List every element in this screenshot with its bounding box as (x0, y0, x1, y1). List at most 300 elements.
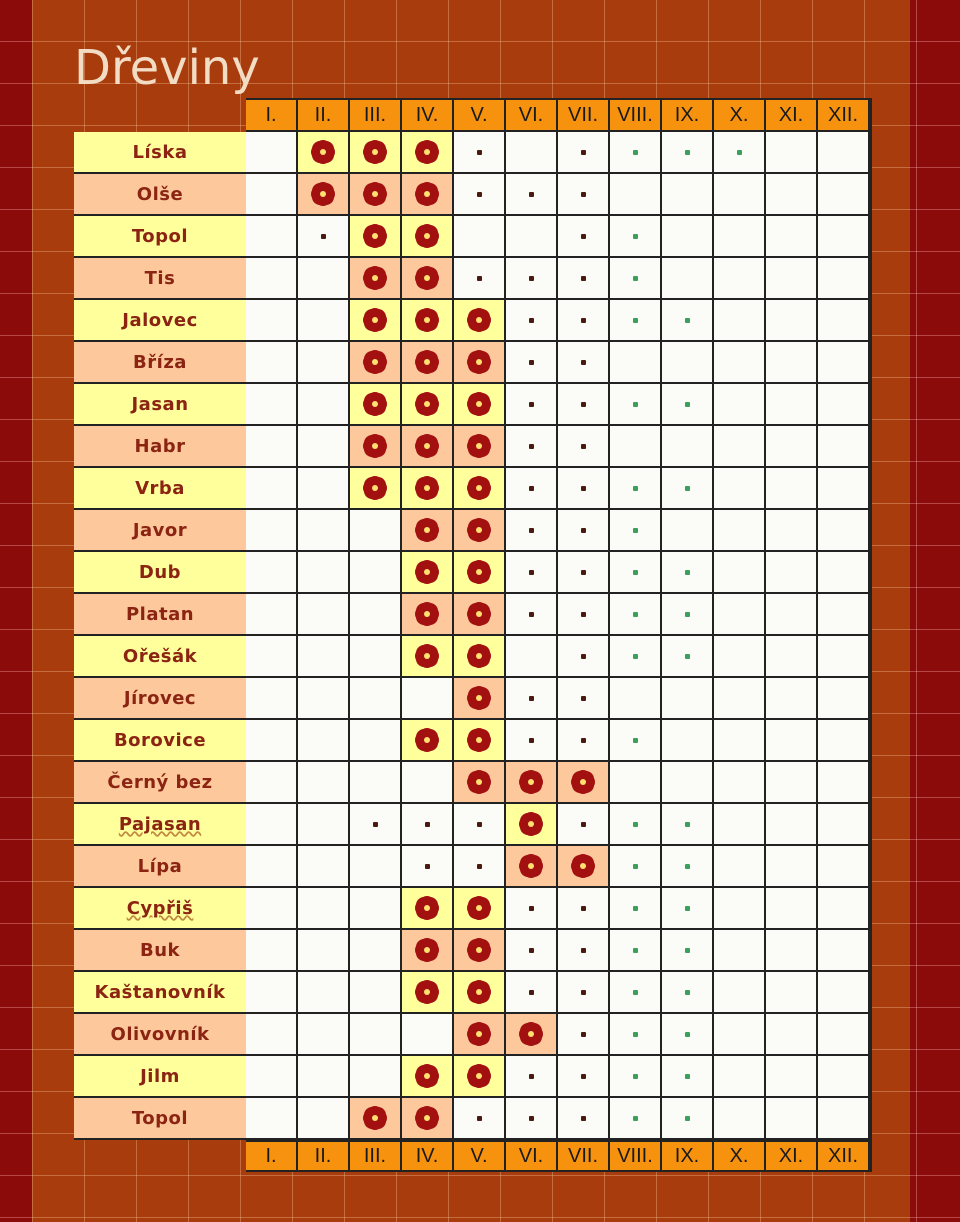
month-cell[interactable] (454, 174, 506, 216)
month-cell[interactable] (350, 762, 402, 804)
month-cell[interactable] (402, 1098, 454, 1140)
tree-name-cell[interactable] (74, 384, 246, 426)
month-cell[interactable] (558, 174, 610, 216)
month-cell[interactable] (402, 636, 454, 678)
tree-name-cell[interactable] (74, 594, 246, 636)
month-cell[interactable] (350, 426, 402, 468)
month-cell[interactable] (766, 972, 818, 1014)
month-cell[interactable] (610, 132, 662, 174)
month-cell[interactable] (506, 762, 558, 804)
month-cell[interactable] (454, 258, 506, 300)
month-cell[interactable] (298, 1056, 350, 1098)
month-cell[interactable] (610, 1056, 662, 1098)
month-cell[interactable] (506, 342, 558, 384)
month-cell[interactable] (506, 930, 558, 972)
month-cell[interactable] (350, 720, 402, 762)
month-cell[interactable] (558, 972, 610, 1014)
month-cell[interactable] (454, 1014, 506, 1056)
month-cell[interactable] (506, 846, 558, 888)
month-cell[interactable] (506, 300, 558, 342)
month-cell[interactable] (766, 762, 818, 804)
month-cell[interactable] (298, 972, 350, 1014)
month-cell[interactable] (246, 678, 298, 720)
tree-name-cell[interactable] (74, 426, 246, 468)
month-cell[interactable] (818, 930, 870, 972)
month-cell[interactable] (714, 216, 766, 258)
month-cell[interactable] (610, 510, 662, 552)
month-cell[interactable] (246, 720, 298, 762)
month-cell[interactable] (350, 972, 402, 1014)
month-cell[interactable] (662, 1098, 714, 1140)
month-cell[interactable] (610, 804, 662, 846)
month-cell[interactable] (714, 762, 766, 804)
tree-name-cell[interactable] (74, 678, 246, 720)
month-cell[interactable] (246, 846, 298, 888)
month-cell[interactable] (454, 594, 506, 636)
month-cell[interactable] (662, 468, 714, 510)
tree-name-cell[interactable] (74, 636, 246, 678)
month-cell[interactable] (246, 1098, 298, 1140)
month-cell[interactable] (246, 468, 298, 510)
month-cell[interactable] (350, 594, 402, 636)
month-cell[interactable] (766, 342, 818, 384)
month-cell[interactable] (246, 384, 298, 426)
month-cell[interactable] (454, 762, 506, 804)
month-cell[interactable] (610, 636, 662, 678)
month-cell[interactable] (506, 804, 558, 846)
month-cell[interactable] (610, 678, 662, 720)
month-cell[interactable] (662, 720, 714, 762)
month-cell[interactable] (350, 1014, 402, 1056)
month-cell[interactable] (766, 510, 818, 552)
month-cell[interactable] (298, 300, 350, 342)
tree-name-cell[interactable] (74, 174, 246, 216)
month-cell[interactable] (714, 1014, 766, 1056)
month-cell[interactable] (558, 468, 610, 510)
month-cell[interactable] (766, 1014, 818, 1056)
month-cell[interactable] (246, 426, 298, 468)
month-cell[interactable] (818, 846, 870, 888)
month-cell[interactable] (610, 552, 662, 594)
month-cell[interactable] (454, 384, 506, 426)
month-cell[interactable] (402, 468, 454, 510)
month-cell[interactable] (714, 594, 766, 636)
month-cell[interactable] (610, 216, 662, 258)
month-cell[interactable] (818, 888, 870, 930)
month-cell[interactable] (714, 930, 766, 972)
month-cell[interactable] (818, 594, 870, 636)
month-cell[interactable] (350, 678, 402, 720)
month-cell[interactable] (662, 300, 714, 342)
month-cell[interactable] (246, 1014, 298, 1056)
month-cell[interactable] (610, 720, 662, 762)
month-cell[interactable] (558, 300, 610, 342)
month-cell[interactable] (662, 636, 714, 678)
month-cell[interactable] (610, 594, 662, 636)
month-cell[interactable] (558, 804, 610, 846)
month-cell[interactable] (610, 930, 662, 972)
month-cell[interactable] (350, 804, 402, 846)
month-cell[interactable] (818, 258, 870, 300)
month-cell[interactable] (818, 300, 870, 342)
month-cell[interactable] (298, 720, 350, 762)
month-cell[interactable] (714, 426, 766, 468)
month-cell[interactable] (350, 1098, 402, 1140)
month-cell[interactable] (298, 1014, 350, 1056)
tree-name-cell[interactable] (74, 258, 246, 300)
month-cell[interactable] (818, 342, 870, 384)
tree-name-cell[interactable] (74, 1056, 246, 1098)
tree-name-cell[interactable] (74, 762, 246, 804)
tree-name-cell[interactable] (74, 132, 246, 174)
month-cell[interactable] (558, 552, 610, 594)
month-cell[interactable] (714, 258, 766, 300)
month-cell[interactable] (246, 300, 298, 342)
month-cell[interactable] (662, 930, 714, 972)
month-cell[interactable] (714, 552, 766, 594)
month-cell[interactable] (454, 342, 506, 384)
month-cell[interactable] (662, 426, 714, 468)
month-cell[interactable] (766, 888, 818, 930)
tree-name-cell[interactable] (74, 510, 246, 552)
month-cell[interactable] (662, 384, 714, 426)
month-cell[interactable] (506, 972, 558, 1014)
month-cell[interactable] (662, 132, 714, 174)
month-cell[interactable] (662, 1056, 714, 1098)
month-cell[interactable] (298, 384, 350, 426)
month-cell[interactable] (714, 1056, 766, 1098)
month-cell[interactable] (454, 804, 506, 846)
month-cell[interactable] (558, 216, 610, 258)
month-cell[interactable] (558, 678, 610, 720)
month-cell[interactable] (558, 1014, 610, 1056)
month-cell[interactable] (402, 930, 454, 972)
month-cell[interactable] (350, 636, 402, 678)
month-cell[interactable] (246, 972, 298, 1014)
month-cell[interactable] (246, 258, 298, 300)
month-cell[interactable] (350, 300, 402, 342)
month-cell[interactable] (350, 384, 402, 426)
month-cell[interactable] (662, 594, 714, 636)
month-cell[interactable] (610, 1014, 662, 1056)
month-cell[interactable] (454, 678, 506, 720)
month-cell[interactable] (454, 636, 506, 678)
month-cell[interactable] (402, 216, 454, 258)
month-cell[interactable] (506, 1098, 558, 1140)
month-cell[interactable] (506, 384, 558, 426)
month-cell[interactable] (558, 594, 610, 636)
month-cell[interactable] (506, 1014, 558, 1056)
month-cell[interactable] (298, 888, 350, 930)
month-cell[interactable] (766, 216, 818, 258)
month-cell[interactable] (246, 552, 298, 594)
tree-name-cell[interactable] (74, 846, 246, 888)
month-cell[interactable] (246, 888, 298, 930)
tree-name-cell[interactable] (74, 804, 246, 846)
month-cell[interactable] (350, 846, 402, 888)
month-cell[interactable] (818, 1014, 870, 1056)
tree-name-cell[interactable] (74, 300, 246, 342)
month-cell[interactable] (714, 132, 766, 174)
month-cell[interactable] (766, 384, 818, 426)
month-cell[interactable] (454, 300, 506, 342)
month-cell[interactable] (558, 342, 610, 384)
month-cell[interactable] (350, 174, 402, 216)
month-cell[interactable] (714, 804, 766, 846)
month-cell[interactable] (558, 384, 610, 426)
month-cell[interactable] (506, 216, 558, 258)
month-cell[interactable] (298, 678, 350, 720)
month-cell[interactable] (714, 468, 766, 510)
month-cell[interactable] (818, 510, 870, 552)
month-cell[interactable] (402, 888, 454, 930)
month-cell[interactable] (298, 930, 350, 972)
month-cell[interactable] (558, 762, 610, 804)
month-cell[interactable] (558, 132, 610, 174)
month-cell[interactable] (506, 1056, 558, 1098)
month-cell[interactable] (818, 384, 870, 426)
month-cell[interactable] (818, 1056, 870, 1098)
month-cell[interactable] (506, 552, 558, 594)
month-cell[interactable] (610, 1098, 662, 1140)
month-cell[interactable] (298, 762, 350, 804)
month-cell[interactable] (350, 930, 402, 972)
month-cell[interactable] (662, 678, 714, 720)
month-cell[interactable] (246, 594, 298, 636)
month-cell[interactable] (298, 132, 350, 174)
tree-name-cell[interactable] (74, 720, 246, 762)
month-cell[interactable] (402, 972, 454, 1014)
month-cell[interactable] (402, 426, 454, 468)
month-cell[interactable] (610, 846, 662, 888)
month-cell[interactable] (246, 1056, 298, 1098)
month-cell[interactable] (298, 804, 350, 846)
month-cell[interactable] (766, 426, 818, 468)
month-cell[interactable] (402, 804, 454, 846)
month-cell[interactable] (506, 174, 558, 216)
month-cell[interactable] (506, 426, 558, 468)
month-cell[interactable] (766, 930, 818, 972)
month-cell[interactable] (818, 174, 870, 216)
month-cell[interactable] (714, 384, 766, 426)
month-cell[interactable] (402, 258, 454, 300)
month-cell[interactable] (454, 132, 506, 174)
month-cell[interactable] (662, 762, 714, 804)
month-cell[interactable] (246, 636, 298, 678)
month-cell[interactable] (402, 342, 454, 384)
month-cell[interactable] (818, 552, 870, 594)
month-cell[interactable] (454, 468, 506, 510)
month-cell[interactable] (818, 972, 870, 1014)
tree-name-cell[interactable] (74, 468, 246, 510)
month-cell[interactable] (662, 258, 714, 300)
month-cell[interactable] (714, 510, 766, 552)
month-cell[interactable] (506, 594, 558, 636)
tree-name-cell[interactable] (74, 888, 246, 930)
month-cell[interactable] (610, 174, 662, 216)
month-cell[interactable] (402, 552, 454, 594)
month-cell[interactable] (558, 510, 610, 552)
month-cell[interactable] (246, 132, 298, 174)
month-cell[interactable] (662, 888, 714, 930)
month-cell[interactable] (402, 720, 454, 762)
month-cell[interactable] (402, 594, 454, 636)
month-cell[interactable] (610, 384, 662, 426)
month-cell[interactable] (402, 1056, 454, 1098)
tree-name-cell[interactable] (74, 216, 246, 258)
month-cell[interactable] (818, 720, 870, 762)
month-cell[interactable] (818, 1098, 870, 1140)
month-cell[interactable] (558, 720, 610, 762)
month-cell[interactable] (610, 468, 662, 510)
month-cell[interactable] (350, 552, 402, 594)
month-cell[interactable] (818, 804, 870, 846)
month-cell[interactable] (402, 174, 454, 216)
month-cell[interactable] (766, 720, 818, 762)
month-cell[interactable] (818, 132, 870, 174)
month-cell[interactable] (246, 174, 298, 216)
month-cell[interactable] (818, 762, 870, 804)
month-cell[interactable] (506, 510, 558, 552)
month-cell[interactable] (402, 510, 454, 552)
month-cell[interactable] (402, 300, 454, 342)
month-cell[interactable] (558, 846, 610, 888)
month-cell[interactable] (506, 888, 558, 930)
month-cell[interactable] (558, 636, 610, 678)
month-cell[interactable] (298, 594, 350, 636)
month-cell[interactable] (350, 1056, 402, 1098)
month-cell[interactable] (298, 552, 350, 594)
month-cell[interactable] (766, 678, 818, 720)
month-cell[interactable] (610, 300, 662, 342)
month-cell[interactable] (402, 762, 454, 804)
month-cell[interactable] (454, 846, 506, 888)
month-cell[interactable] (662, 972, 714, 1014)
month-cell[interactable] (558, 930, 610, 972)
month-cell[interactable] (558, 888, 610, 930)
month-cell[interactable] (662, 174, 714, 216)
month-cell[interactable] (402, 384, 454, 426)
month-cell[interactable] (818, 636, 870, 678)
month-cell[interactable] (350, 888, 402, 930)
month-cell[interactable] (766, 468, 818, 510)
month-cell[interactable] (766, 258, 818, 300)
month-cell[interactable] (766, 594, 818, 636)
month-cell[interactable] (246, 342, 298, 384)
month-cell[interactable] (714, 636, 766, 678)
month-cell[interactable] (350, 342, 402, 384)
month-cell[interactable] (610, 258, 662, 300)
month-cell[interactable] (402, 678, 454, 720)
month-cell[interactable] (714, 1098, 766, 1140)
month-cell[interactable] (454, 888, 506, 930)
month-cell[interactable] (454, 1098, 506, 1140)
month-cell[interactable] (506, 636, 558, 678)
month-cell[interactable] (506, 720, 558, 762)
month-cell[interactable] (662, 510, 714, 552)
month-cell[interactable] (766, 174, 818, 216)
month-cell[interactable] (246, 762, 298, 804)
month-cell[interactable] (298, 1098, 350, 1140)
tree-name-cell[interactable] (74, 342, 246, 384)
month-cell[interactable] (610, 426, 662, 468)
month-cell[interactable] (766, 300, 818, 342)
month-cell[interactable] (246, 930, 298, 972)
month-cell[interactable] (350, 468, 402, 510)
month-cell[interactable] (766, 804, 818, 846)
tree-name-cell[interactable] (74, 1014, 246, 1056)
month-cell[interactable] (350, 510, 402, 552)
month-cell[interactable] (298, 846, 350, 888)
month-cell[interactable] (714, 342, 766, 384)
month-cell[interactable] (662, 342, 714, 384)
month-cell[interactable] (558, 258, 610, 300)
month-cell[interactable] (298, 216, 350, 258)
month-cell[interactable] (454, 720, 506, 762)
tree-name-cell[interactable] (74, 1098, 246, 1140)
tree-name-cell[interactable] (74, 972, 246, 1014)
month-cell[interactable] (506, 678, 558, 720)
month-cell[interactable] (714, 174, 766, 216)
month-cell[interactable] (454, 972, 506, 1014)
month-cell[interactable] (350, 258, 402, 300)
month-cell[interactable] (610, 342, 662, 384)
month-cell[interactable] (350, 132, 402, 174)
tree-name-cell[interactable] (74, 552, 246, 594)
month-cell[interactable] (506, 132, 558, 174)
month-cell[interactable] (506, 468, 558, 510)
month-cell[interactable] (454, 930, 506, 972)
month-cell[interactable] (246, 510, 298, 552)
month-cell[interactable] (714, 972, 766, 1014)
month-cell[interactable] (818, 216, 870, 258)
month-cell[interactable] (298, 468, 350, 510)
month-cell[interactable] (298, 342, 350, 384)
month-cell[interactable] (298, 510, 350, 552)
month-cell[interactable] (662, 552, 714, 594)
month-cell[interactable] (454, 216, 506, 258)
month-cell[interactable] (558, 1098, 610, 1140)
month-cell[interactable] (298, 426, 350, 468)
month-cell[interactable] (714, 720, 766, 762)
month-cell[interactable] (610, 972, 662, 1014)
month-cell[interactable] (298, 636, 350, 678)
month-cell[interactable] (610, 762, 662, 804)
month-cell[interactable] (662, 804, 714, 846)
month-cell[interactable] (246, 216, 298, 258)
month-cell[interactable] (818, 678, 870, 720)
month-cell[interactable] (610, 888, 662, 930)
month-cell[interactable] (454, 510, 506, 552)
month-cell[interactable] (402, 132, 454, 174)
month-cell[interactable] (298, 258, 350, 300)
month-cell[interactable] (766, 132, 818, 174)
month-cell[interactable] (454, 1056, 506, 1098)
month-cell[interactable] (766, 846, 818, 888)
month-cell[interactable] (818, 426, 870, 468)
month-cell[interactable] (714, 300, 766, 342)
month-cell[interactable] (818, 468, 870, 510)
month-cell[interactable] (662, 1014, 714, 1056)
month-cell[interactable] (506, 258, 558, 300)
month-cell[interactable] (402, 846, 454, 888)
month-cell[interactable] (766, 636, 818, 678)
month-cell[interactable] (350, 216, 402, 258)
month-cell[interactable] (714, 888, 766, 930)
month-cell[interactable] (714, 678, 766, 720)
month-cell[interactable] (558, 1056, 610, 1098)
month-cell[interactable] (402, 1014, 454, 1056)
